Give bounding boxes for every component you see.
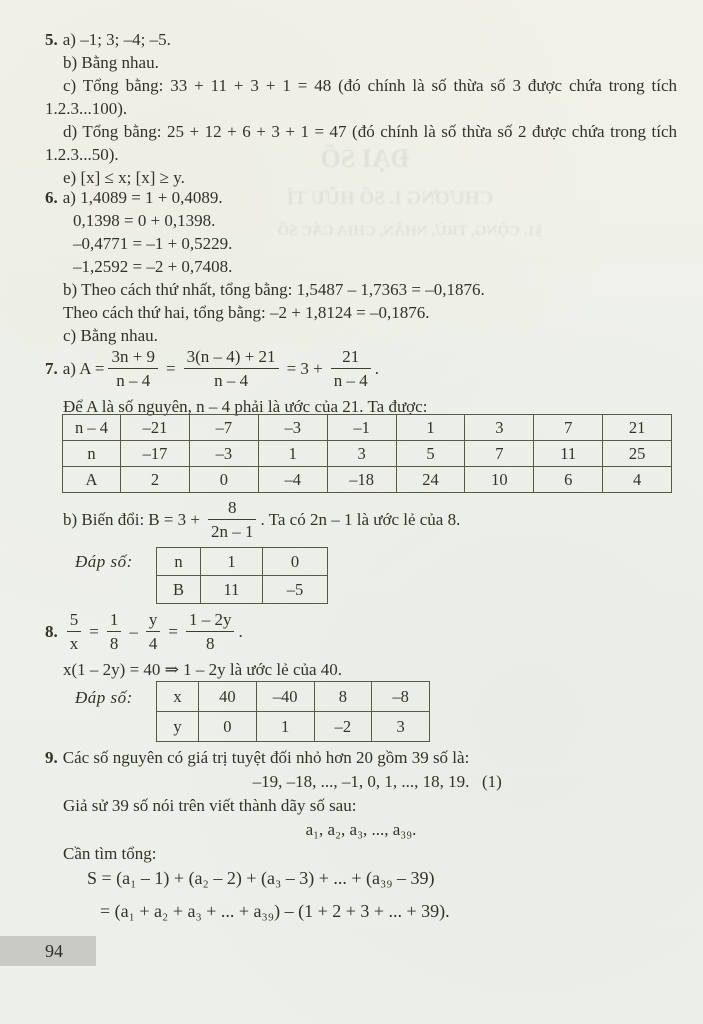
answer-6c: c) Bằng nhau. — [63, 326, 158, 345]
table-cell: 1 — [256, 712, 314, 742]
a-sequence: a₁, a₂, a₃, ..., a₃₉. — [305, 820, 417, 839]
table-row — [63, 415, 672, 441]
table-8 — [156, 681, 430, 742]
problem-7b-formula — [63, 497, 460, 542]
problem-7-formula — [45, 346, 379, 391]
period: . — [374, 358, 379, 378]
answer-5a: a) –1; 3; –4; –5. — [62, 30, 171, 49]
table-cell: n — [63, 441, 121, 467]
bleed-through-title: ĐẠI SỐ — [320, 144, 410, 173]
fraction: $\frac{5}{x}$ — [67, 609, 82, 654]
table-cell: 40 — [199, 682, 257, 712]
answer-6a-eq3: –0,4771 = –1 + 0,5229. — [73, 234, 233, 253]
formula-suffix: . Ta có 2n – 1 là ước lẻ của 8. — [260, 509, 461, 529]
table-cell: –1 — [327, 415, 396, 441]
table-cell: y — [157, 712, 199, 742]
problem-9 — [45, 746, 677, 866]
equals-sign: = 3 + — [286, 358, 323, 378]
fraction: $\frac{3n + 9}{n - 4}$ — [108, 346, 158, 391]
answer-6b-line2: Theo cách thứ hai, tổng bằng: –2 + 1,8124 = –0,1876. — [63, 303, 430, 322]
table-cell: 4 — [603, 467, 672, 493]
table-cell: 5 — [396, 441, 465, 467]
answer-5a-line — [45, 28, 677, 51]
table-cell: n — [157, 548, 201, 576]
table-cell: –21 — [121, 415, 190, 441]
problem-8-formula — [45, 609, 243, 654]
answer-label: Đáp số: — [75, 552, 133, 571]
table-cell: –3 — [258, 415, 327, 441]
table-cell: 3 — [372, 712, 430, 742]
table-cell: 2 — [121, 467, 190, 493]
problem-number: 7. — [45, 358, 58, 378]
table-cell: –8 — [372, 682, 430, 712]
page-number-bar — [0, 936, 96, 966]
answer-7a-condition: Để A là số nguyên, n – 4 phải là ước của 21. Ta được: — [63, 397, 428, 416]
equation-label: (1) — [482, 772, 502, 791]
fraction: $\frac{21}{n - 4}$ — [331, 346, 371, 391]
period: . — [238, 621, 243, 641]
table-cell: 21 — [603, 415, 672, 441]
problem-6 — [45, 186, 677, 347]
equals-sign: = — [166, 358, 176, 378]
problem-number: 8. — [45, 621, 58, 641]
problem-number: 9. — [45, 748, 58, 767]
table-cell: 24 — [396, 467, 465, 493]
number-sequence: –19, –18, ..., –1, 0, 1, ..., 18, 19. — [252, 772, 470, 791]
table-cell: –5 — [263, 576, 328, 604]
answer-5c-cont: 1.2.3...100). — [45, 99, 128, 118]
table-cell: –2 — [314, 712, 372, 742]
sequence-line — [45, 770, 677, 794]
sum-formula — [87, 862, 450, 928]
table-cell: –17 — [121, 441, 190, 467]
answer-5b: b) Bằng nhau. — [63, 53, 159, 72]
formula-prefix: b) Biến đổi: — [63, 509, 145, 529]
table-cell: 6 — [534, 467, 603, 493]
table-cell: A — [63, 467, 121, 493]
answer-6a-line — [45, 186, 677, 209]
table-7b — [156, 547, 328, 604]
answer-5e: e) [x] ≤ x; [x] ≥ y. — [63, 168, 185, 187]
answer-5d-cont: 1.2.3...50). — [45, 145, 119, 164]
problem-number: 6. — [45, 188, 58, 207]
fraction: $\frac{1}{8}$ — [107, 609, 122, 654]
fraction: $\frac{8}{2n - 1}$ — [208, 497, 257, 542]
fraction: $\frac{1 - 2y}{8}$ — [186, 609, 235, 654]
equals-sign: = — [168, 621, 178, 641]
table-cell: 10 — [465, 467, 534, 493]
equation: B = 3 + — [148, 509, 200, 529]
answer-9-assume: Giả sử 39 số nói trên viết thành dãy số sau: — [63, 796, 357, 815]
bleed-through-section: §1. CỘNG, TRỪ, NHÂN, CHIA CÁC SỐ — [277, 223, 543, 239]
table-row — [63, 467, 672, 493]
minus-sign: – — [129, 621, 138, 641]
table-cell: 0 — [189, 467, 258, 493]
answer-9-intro: Các số nguyên có giá trị tuyệt đối nhỏ hơn 20 gồm 39 số là: — [62, 748, 470, 767]
answer-9-intro-line — [45, 746, 677, 770]
table-cell: 1 — [258, 441, 327, 467]
table-cell: x — [157, 682, 199, 712]
table-cell: 0 — [199, 712, 257, 742]
table-cell: –3 — [189, 441, 258, 467]
table-cell: n – 4 — [63, 415, 121, 441]
table-cell: B — [157, 576, 201, 604]
answer-9-need: Cần tìm tổng: — [63, 844, 157, 863]
table-cell: 7 — [465, 441, 534, 467]
answer-6b-line1: b) Theo cách thứ nhất, tổng bằng: 1,5487 – 1,7363 = –0,1876. — [63, 280, 485, 299]
table-7a — [62, 414, 672, 493]
sum-formula-line2: = (a₁ + a₂ + a₃ + ... + a₃₉) – (1 + 2 + 3 + ... + 39). — [100, 901, 450, 921]
sum-formula-line1: S = (a₁ – 1) + (a₂ – 2) + (a₃ – 3) + ... + (a₃₉ – 39) — [87, 868, 435, 888]
table-cell: 7 — [534, 415, 603, 441]
answer-8-line: x(1 – 2y) = 40 ⇒ 1 – 2y là ước lẻ của 40. — [63, 660, 343, 679]
table-cell: 1 — [396, 415, 465, 441]
problem-number: 5. — [45, 30, 58, 49]
table-row — [157, 548, 328, 576]
table-cell: 11 — [534, 441, 603, 467]
answer-label: Đáp số: — [75, 688, 133, 707]
fraction: $\frac{y}{4}$ — [146, 609, 161, 654]
table-row — [157, 682, 430, 712]
table-row — [63, 441, 672, 467]
table-cell: 8 — [314, 682, 372, 712]
answer-6a-eq4: –1,2592 = –2 + 0,7408. — [73, 257, 233, 276]
bleed-through-chapter: CHƯƠNG I. SỐ HỮU TỈ — [286, 188, 494, 209]
problem-5 — [45, 28, 677, 189]
fraction: $\frac{3(n - 4) + 21}{n - 4}$ — [184, 346, 279, 391]
answer-5d: d) Tổng bằng: 25 + 12 + 6 + 3 + 1 = 47 (đó chính là số thừa số 2 được chứa trong tích — [63, 122, 677, 141]
table-cell: –18 — [327, 467, 396, 493]
table-row — [157, 576, 328, 604]
answer-6a: a) 1,4089 = 1 + 0,4089. — [62, 188, 223, 207]
table-cell: 3 — [327, 441, 396, 467]
table-cell: 11 — [201, 576, 263, 604]
table-cell: –40 — [256, 682, 314, 712]
table-cell: –4 — [258, 467, 327, 493]
table-cell: 25 — [603, 441, 672, 467]
table-row — [157, 712, 430, 742]
table-cell: –7 — [189, 415, 258, 441]
table-cell: 1 — [201, 548, 263, 576]
answer-5c: c) Tổng bằng: 33 + 11 + 3 + 1 = 48 (đó chính là số thừa số 3 được chứa trong tích — [63, 76, 677, 95]
table-cell: 3 — [465, 415, 534, 441]
equals-sign: = — [89, 621, 99, 641]
table-cell: 0 — [263, 548, 328, 576]
formula-prefix: a) A = — [62, 358, 105, 378]
answer-6a-eq2: 0,1398 = 0 + 0,1398. — [73, 211, 216, 230]
page-number: 94 — [45, 940, 63, 961]
